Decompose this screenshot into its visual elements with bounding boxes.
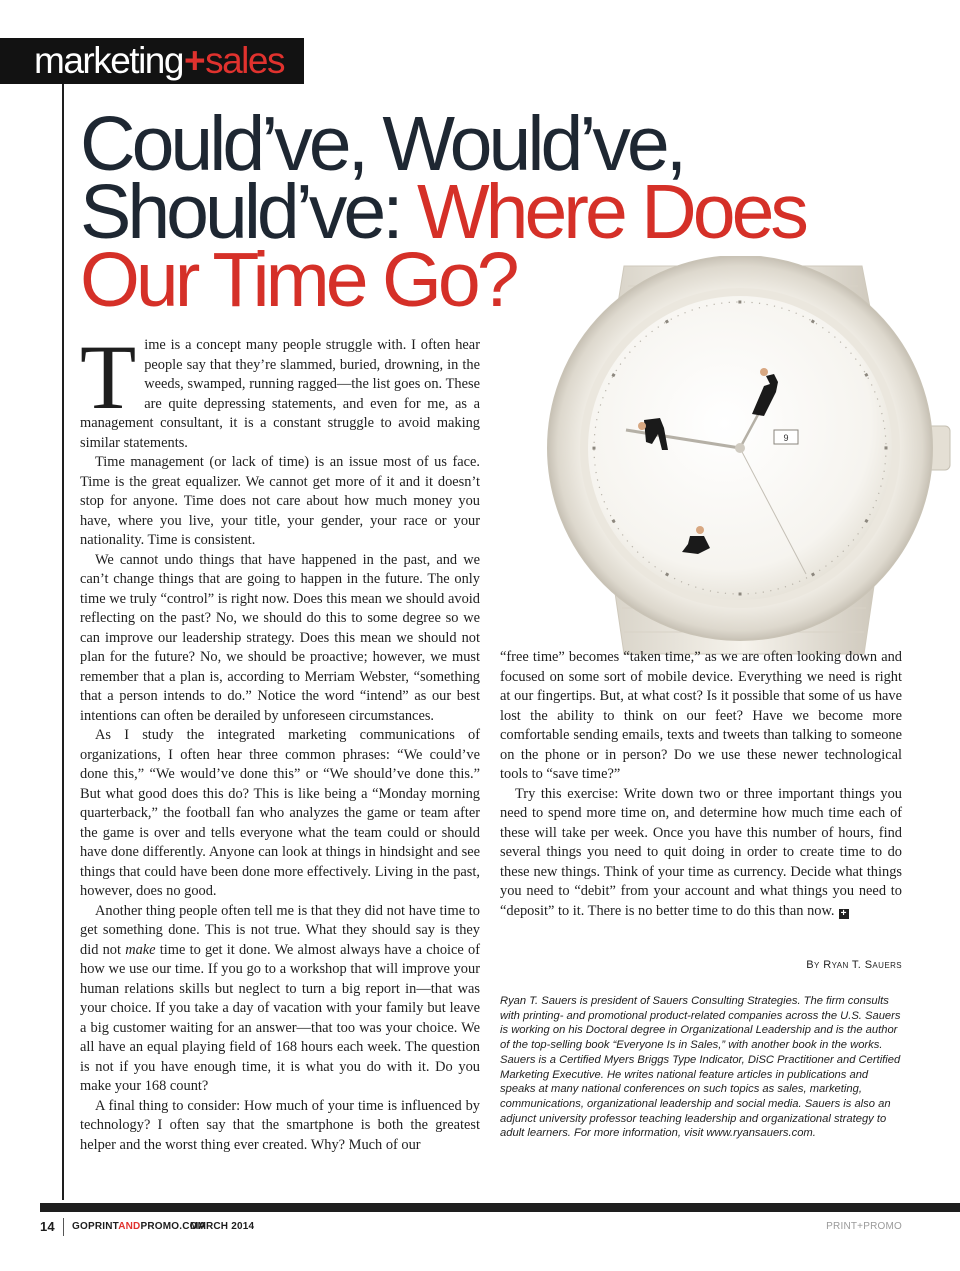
- drop-cap: T: [80, 326, 137, 428]
- article-headline: Could’ve, Would’ve, Should’ve: Where Does Our Time Go?: [80, 101, 805, 323]
- footer-date: MARCH 2014: [190, 1221, 255, 1232]
- watch-illustration: [528, 256, 960, 656]
- paragraph: Time management (or lack of time) is an issue most of us face. Time is the great equalizer. We cannot get more of it and it doesn’t stop for anyone. Time does not care about how much money you have, where you live, your title, your gender, your race or your nationality. Time is consistent.: [80, 454, 480, 548]
- paragraph-intro: Time is a concept many people struggle with. I often hear people say that they’re slammed, buried, drowning, in the weeds, swamped, running ragged—the list goes on. These are quite depressing statements, and even for me, as a management consultant, it is a constant struggle to avoid making similar statements.: [80, 326, 480, 451]
- paragraph: As I study the integrated marketing communications of organizations, I often hear three common phrases: “We could’ve done this,” “We would’ve done this” or “We should’ve done this.” But what good does this do? This is like being a “Monday morning quarterback,” the football fan who analyzes the game or team after the game is over and tells everyone what the team could or should have done differently. Anyone can look at things in hindsight and see things that could have been done more effectively. Living in the past, however, does no good.: [80, 727, 480, 899]
- margin-rule: [62, 84, 64, 1200]
- footer-publication: PRINT+PROMO: [826, 1221, 902, 1232]
- article-column-left: [80, 326, 480, 1155]
- end-mark-icon: +: [839, 909, 849, 919]
- author-byline: By Ryan T. Sauers: [806, 959, 902, 971]
- footer-separator: [63, 1218, 64, 1236]
- date-window: 9: [783, 433, 789, 443]
- paragraph: “free time” becomes “taken time,” as we are often looking down and focused on some sort of mobile device. Everything we need is right at our fingertips. But, at what cost? Is it possible that some of us have lost the ability to think on our feet? Have we become more comfortable sending emails, texts and tweets than talking to someone on the phone or in person? Do we use these newer technological tools to “save time?”: [500, 649, 902, 782]
- author-bio: Ryan T. Sauers is president of Sauers Consulting Strategies. The firm consults with printing- and promotional product-related companies across the U.S. Sauers is working on his Doctoral degree in Organizational Leadership and is the author of the top-selling book “Everyone Is in Sales,” with another book in the works. Sauers is a Certified Myers Briggs Type Indicator, DiSC Practitioner and Certified Marketing Executive. He writes national feature articles in publications and speaks at many national conferences on such topics as sales, marketing, communications, organizational leadership and social media. Sauers is also an adjunct university professor teaching leadership and organizational strategy to adult learners. For more information, visit www.ryansauers.com.: [500, 995, 901, 1140]
- paragraph: Another thing people often tell me is that they did not have time to get something done. This is not true. What they should say is they did not make time to get it done. We almost always have a choice of how we use our time. If you go to a workshop that will improve your human relations skills but neglect to turn a big report in—that was your choice. If you take a day of vacation with your family but leave a big customer waiting for an answer—that too was your choice. We all have an equal playing field of 168 hours each week. The question is not if you have enough time, it is what you do with it. Do you make your 168 count?: [80, 902, 480, 1094]
- paragraph: We cannot undo things that have happened in the past, and we can’t change things that are going to happen in the future. The only time we truly “control” is right now. Does this mean we should avoid reflecting on the past? No, we should do this to some degree so we can improve our leadership strategy. Does this mean we should not plan for the future? No, we should be proactive; however, we must remember that a plan is, according to Merriam Webster, “something that a person intends to do.” Notice the word “intend” as our best intentions can often be derailed by unforeseen circumstances.: [80, 551, 480, 724]
- footer-website: GOPRINTANDPROMO.COM: [72, 1221, 207, 1232]
- article-column-right: [500, 648, 902, 921]
- page-number: 14: [40, 1219, 55, 1234]
- paragraph: Try this exercise: Write down two or three important things you need to spend more time on, and determine how much time each of these will take per week. Once you have this number of hours, find several things you need to quit doing in order to create time to do these new things. Think of your time as currency. Decide what things you need to “debit” from your account and what things you need to “deposit” to it. There is no better time to do this than now. +: [500, 785, 902, 919]
- paragraph: A final thing to consider: How much of your time is influenced by technology? I often say that the smartphone is both the greatest helper and the worst thing ever created. Why? Much of our: [80, 1097, 480, 1153]
- footer-bar: [40, 1203, 960, 1212]
- section-banner: [0, 38, 304, 84]
- section-title: marketing+sales: [34, 40, 284, 81]
